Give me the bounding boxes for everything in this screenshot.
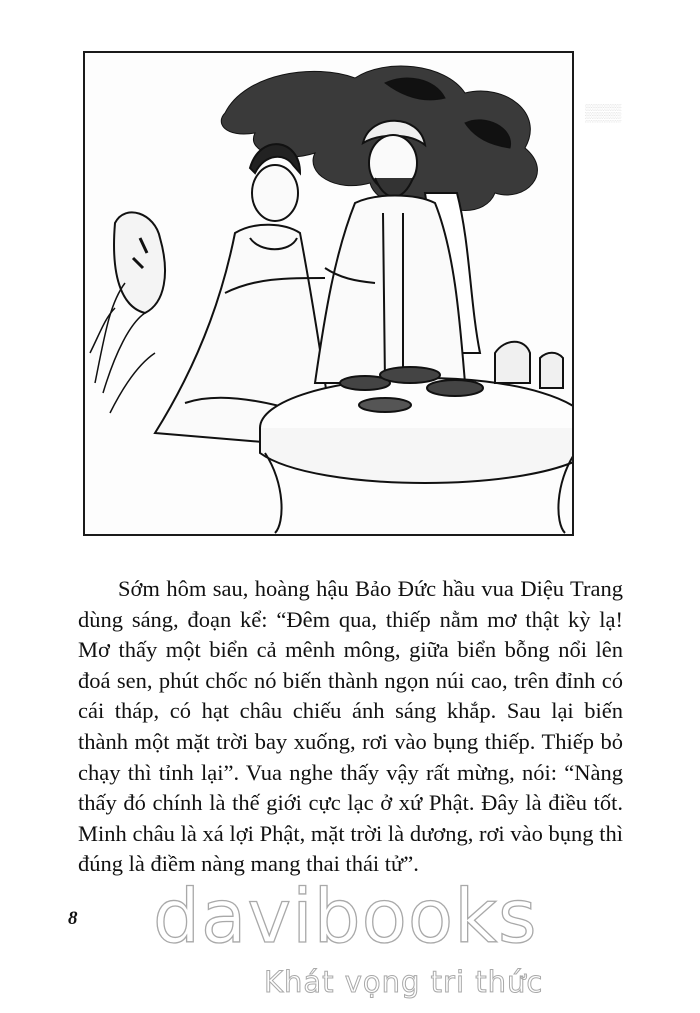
page-number: 8 xyxy=(68,908,78,929)
illustration-drawing xyxy=(85,53,572,534)
body-text xyxy=(78,574,623,880)
illustration xyxy=(83,51,574,536)
watermark-brand: davibooks xyxy=(153,874,538,960)
bleed-through-texture: ▒▒▒ xyxy=(585,103,622,122)
watermark-tagline: Khát vọng tri thức xyxy=(264,965,544,999)
paragraph: Sớm hôm sau, hoàng hậu Bảo Đức hầu vua Diệu Trang dùng sáng, đoạn kể: “Đêm qua, thiếp nằm mơ thật kỳ lạ! Mơ thấy một biển cả mênh mông, giữa biển bỗng nổi lên đoá sen, phút chốc nó biến thành ngọn núi cao, trên đỉnh có cái tháp, có hạt châu chiếu ánh sáng khắp. Sau lại biến thành một mặt trời bay xuống, rơi vào bụng thiếp. Thiếp bỏ chạy thì tỉnh lại”. Vua nghe thấy vậy rất mừng, nói: “Nàng thấy đó chính là thế giới cực lạc ở xứ Phật. Đây là điều tốt. Minh châu là xá lợi Phật, mặt trời là dương, rơi vào bụng thì đúng là điềm nàng mang thai thái tử”. xyxy=(78,576,623,877)
